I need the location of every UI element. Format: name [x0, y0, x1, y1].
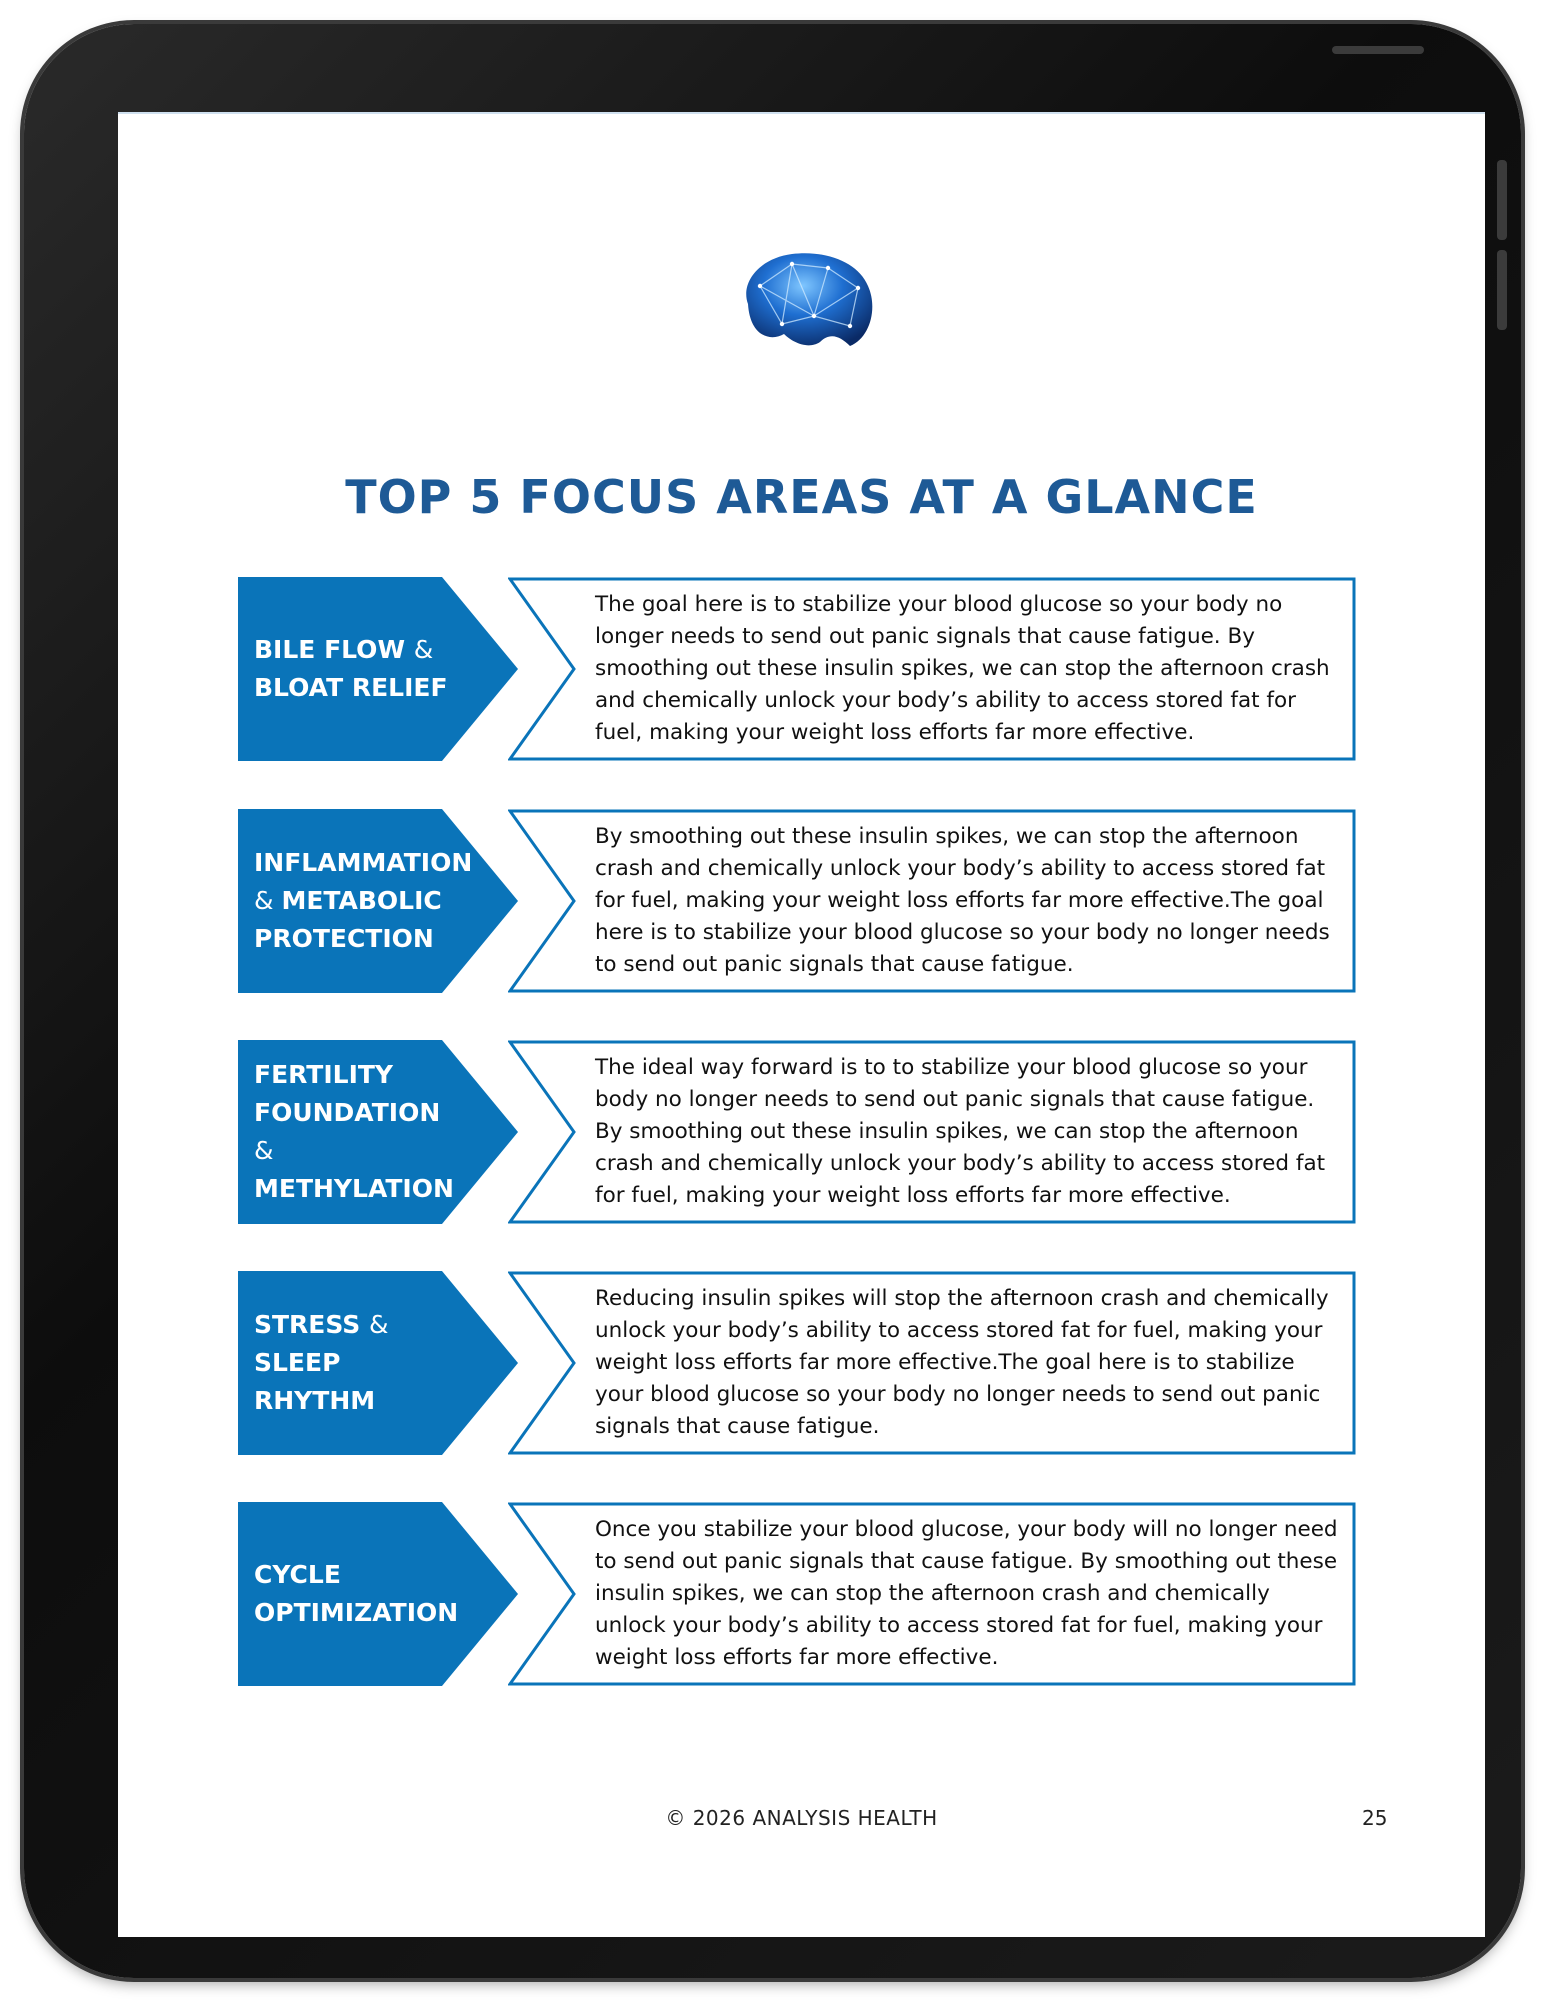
label-segment: METHYLATION	[254, 1174, 454, 1203]
page-number: 25	[1362, 1806, 1388, 1830]
focus-area-description	[595, 1502, 1345, 1686]
label-segment: INFLAMMATION	[254, 848, 473, 877]
ampersand: &	[413, 635, 434, 664]
ampersand: &	[368, 1310, 389, 1339]
focus-area-label-line	[254, 631, 464, 669]
focus-area-label-line	[254, 882, 464, 920]
focus-area-row	[238, 809, 1348, 993]
label-segment: FOUNDATION	[254, 1098, 441, 1127]
focus-area-row	[238, 577, 1348, 761]
tablet-top-button	[1332, 46, 1424, 54]
focus-area-description	[595, 577, 1345, 761]
ampersand: &	[254, 1136, 274, 1165]
focus-area-description-text: By smoothing out these insulin spikes, we can stop the afternoon crash and chemically unlock your body’s ability to access stored fat for fuel, making your weight loss efforts far more effective.The goal here is to stabilize your blood glucose so your body no longer needs to send out panic signals that cause fatigue.	[595, 824, 1330, 977]
page-title: TOP 5 FOCUS AREAS AT A GLANCE	[345, 470, 1258, 524]
focus-area-label-line	[254, 1382, 464, 1420]
label-segment: FERTILITY	[254, 1060, 394, 1089]
focus-area-label-line	[254, 844, 473, 882]
focus-area-label	[254, 577, 464, 761]
label-segment: PROTECTION	[254, 924, 434, 953]
focus-area-description	[595, 1040, 1345, 1224]
ampersand: &	[254, 886, 282, 915]
label-segment: BILE FLOW	[254, 635, 414, 664]
tablet-volume-down-button	[1497, 250, 1507, 330]
focus-area-label-line	[254, 1306, 464, 1382]
footer-copyright: © 2026 ANALYSIS HEALTH	[665, 1806, 938, 1830]
focus-area-row	[238, 1271, 1348, 1455]
focus-area-description-text: Once you stabilize your blood glucose, your body will no longer need to send out panic signals that cause fatigue. By smoothing out these insulin spikes, we can stop the afternoon crash and chemically unlock your body’s ability to access stored fat for fuel, making your weight loss efforts far more effective.	[595, 1517, 1338, 1670]
label-segment: CYCLE	[254, 1560, 341, 1589]
focus-area-label-line	[254, 669, 464, 707]
focus-area-description-text: Reducing insulin spikes will stop the afternoon crash and chemically unlock your body’s ability to access stored fat for fuel, making your weight loss efforts far more effective.The goal here is to stabilize your blood glucose so your body no longer needs to send out panic signals that cause fatigue.	[595, 1286, 1329, 1439]
tablet-frame	[24, 24, 1521, 1978]
tablet-screen	[118, 112, 1485, 1937]
crystal-brain-icon	[730, 246, 880, 356]
label-segment: METABOLIC	[281, 886, 442, 915]
label-segment: STRESS	[254, 1310, 369, 1339]
tablet-volume-up-button	[1497, 160, 1507, 240]
label-segment: SLEEP	[254, 1348, 341, 1377]
focus-area-label-line	[254, 1594, 464, 1632]
focus-area-description	[595, 1271, 1345, 1455]
focus-area-row	[238, 1040, 1348, 1224]
focus-area-description-text: The ideal way forward is to to stabilize your blood glucose so your body no longer needs to send out panic signals that cause fatigue. By smoothing out these insulin spikes, we can stop the afternoon crash and chemically unlock your body’s ability to access stored fat for fuel, making your weight loss efforts far more effective.	[595, 1055, 1326, 1208]
label-segment: OPTIMIZATION	[254, 1598, 459, 1627]
screen-edge	[118, 112, 1485, 114]
focus-area-label-line	[254, 920, 464, 958]
focus-area-label-line	[254, 1556, 464, 1594]
focus-area-label	[254, 1502, 464, 1686]
focus-area-label	[254, 809, 473, 993]
focus-area-row	[238, 1502, 1348, 1686]
label-segment: RHYTHM	[254, 1386, 376, 1415]
focus-area-label-line	[254, 1094, 464, 1170]
focus-area-label-line	[254, 1056, 464, 1094]
focus-area-description-text: The goal here is to stabilize your blood glucose so your body no longer needs to send out panic signals that cause fatigue. By smoothing out these insulin spikes, we can stop the afternoon crash and chemically unlock your body’s ability to access stored fat for fuel, making your weight loss efforts far more effective.	[595, 592, 1330, 745]
focus-area-label-line	[254, 1170, 464, 1208]
focus-area-description	[595, 809, 1345, 993]
focus-area-label	[254, 1040, 464, 1224]
focus-area-label	[254, 1271, 464, 1455]
label-segment: BLOAT RELIEF	[254, 673, 448, 702]
